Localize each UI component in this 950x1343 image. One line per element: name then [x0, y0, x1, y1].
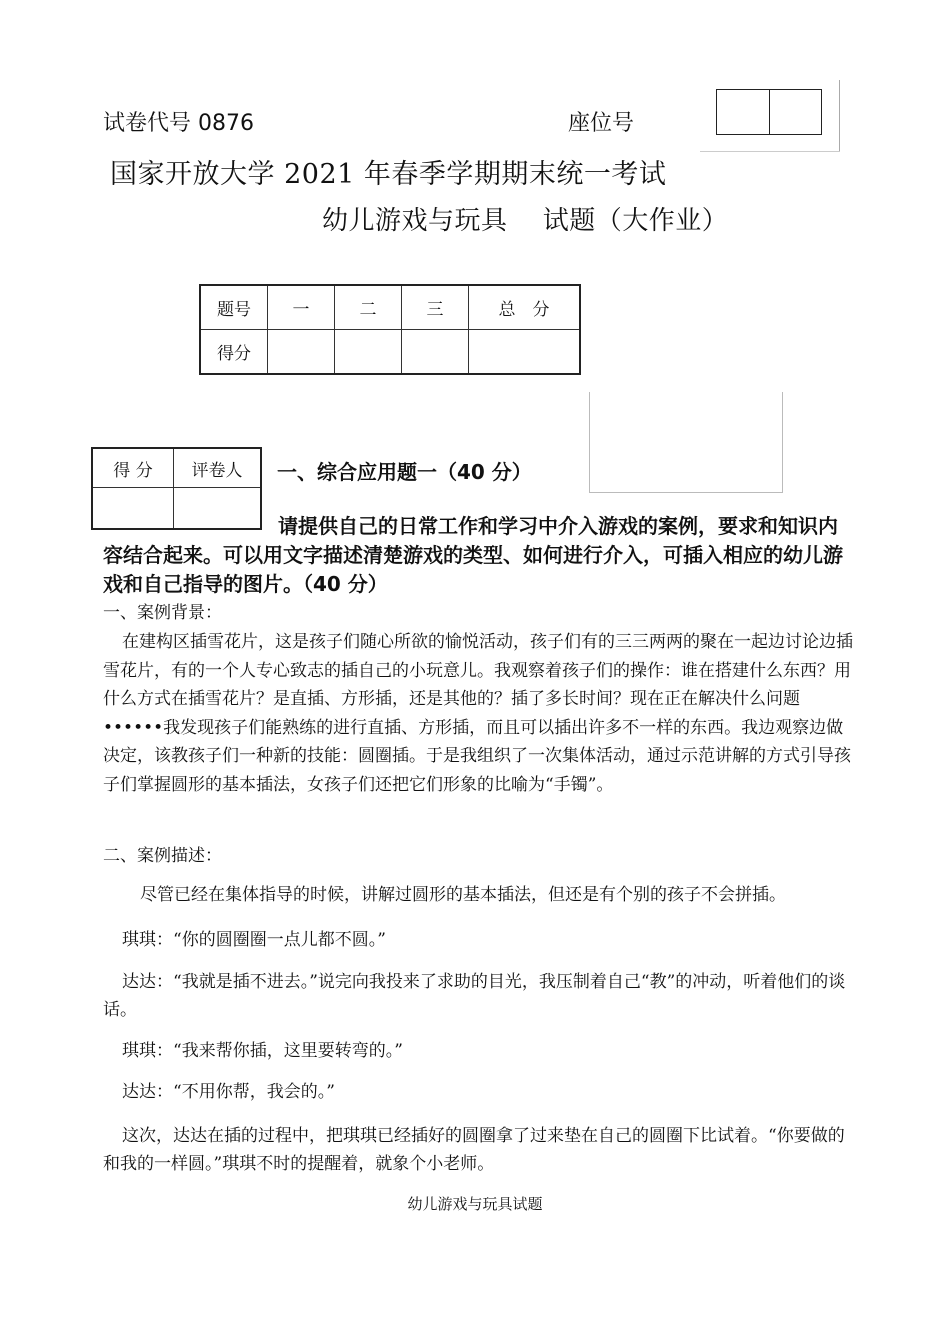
- description-line: 琪琪：“你的圆圈圈一点儿都不圆。”: [122, 930, 386, 950]
- score-cell: [469, 330, 581, 375]
- seat-box-2: [769, 90, 822, 134]
- score-header-cell: 总 分: [469, 285, 581, 330]
- score-table-header-row: [200, 285, 580, 330]
- exam-code: 试卷代号 0876: [103, 111, 254, 136]
- score-table-value-row: [200, 330, 580, 375]
- grader-name-label: 评卷人: [174, 448, 262, 488]
- grader-table-header-row: [92, 448, 261, 488]
- seat-label: 座位号: [568, 111, 635, 136]
- score-row-label: 得分: [200, 330, 268, 375]
- seat-number-boxes: [716, 89, 822, 135]
- description-line: 尽管已经在集体指导的时候，讲解过圆形的基本插法，但还是有个别的孩子不会拼插。: [140, 885, 786, 905]
- score-header-cell: 一: [268, 285, 335, 330]
- description-line: 达达：“不用你帮，我会的。”: [122, 1082, 335, 1102]
- blank-frame: [589, 392, 783, 493]
- exam-main-title: 国家开放大学 2021 年春季学期期末统一考试: [110, 159, 667, 190]
- description-line: 达达：“我就是插不进去。”说完向我投来了求助的目光，我压制着自己“教”的冲动，听着他们的谈话。: [103, 972, 846, 1020]
- grader-score-label: 得 分: [92, 448, 174, 488]
- page-footer: 幼儿游戏与玩具试题: [407, 1195, 543, 1213]
- seat-frame-line: [839, 80, 840, 152]
- description-line: 琪琪：“我来帮你插，这里要转弯的。”: [122, 1041, 403, 1061]
- question-prompt: 请提供自己的日常工作和学习中介入游戏的案例，要求和知识内容结合起来。可以用文字描述清楚游戏的类型、如何进行介入，可插入相应的幼儿游戏和自己指导的图片。（40 分）: [103, 514, 843, 596]
- seat-box-1: [717, 90, 769, 134]
- score-table: [199, 284, 581, 375]
- question-title: 一、综合应用题一（40 分）: [277, 460, 532, 484]
- description-heading: 二、案例描述：: [103, 846, 222, 866]
- exam-sub-title: 幼儿游戏与玩具 试题（大作业）: [322, 206, 729, 236]
- score-header-cell: 题号: [200, 285, 268, 330]
- score-cell: [402, 330, 469, 375]
- description-line: 这次，达达在插的过程中，把琪琪已经插好的圆圈拿了过来垫在自己的圆圈下比试着。“你要做的和我的一样圆。”琪琪不时的提醒着，就象个小老师。: [103, 1126, 845, 1174]
- score-header-cell: 三: [402, 285, 469, 330]
- score-header-cell: 二: [335, 285, 402, 330]
- seat-frame-line: [700, 151, 840, 152]
- background-body: 在建构区插雪花片，这是孩子们随心所欲的愉悦活动，孩子们有的三三两两的聚在一起边讨论边插雪花片，有的一个人专心致志的插自己的小玩意儿。我观察着孩子们的操作：谁在搭建什么东西？用什么方式在插雪花片？是直插、方形插，还是其他的？插了多长时间？现在正在解决什么问题••••••我发现孩子们能熟练的进行直插、方形插，而且可以插出许多不一样的东西。我边观察边做决定，该教孩子们一种新的技能：圆圈插。于是我组织了一次集体活动，通过示范讲解的方式引导孩子们掌握圆形的基本插法，女孩子们还把它们形象的比喻为“手镯”。: [103, 632, 853, 795]
- score-cell: [335, 330, 402, 375]
- background-heading: 一、案例背景：: [103, 603, 222, 623]
- score-cell: [268, 330, 335, 375]
